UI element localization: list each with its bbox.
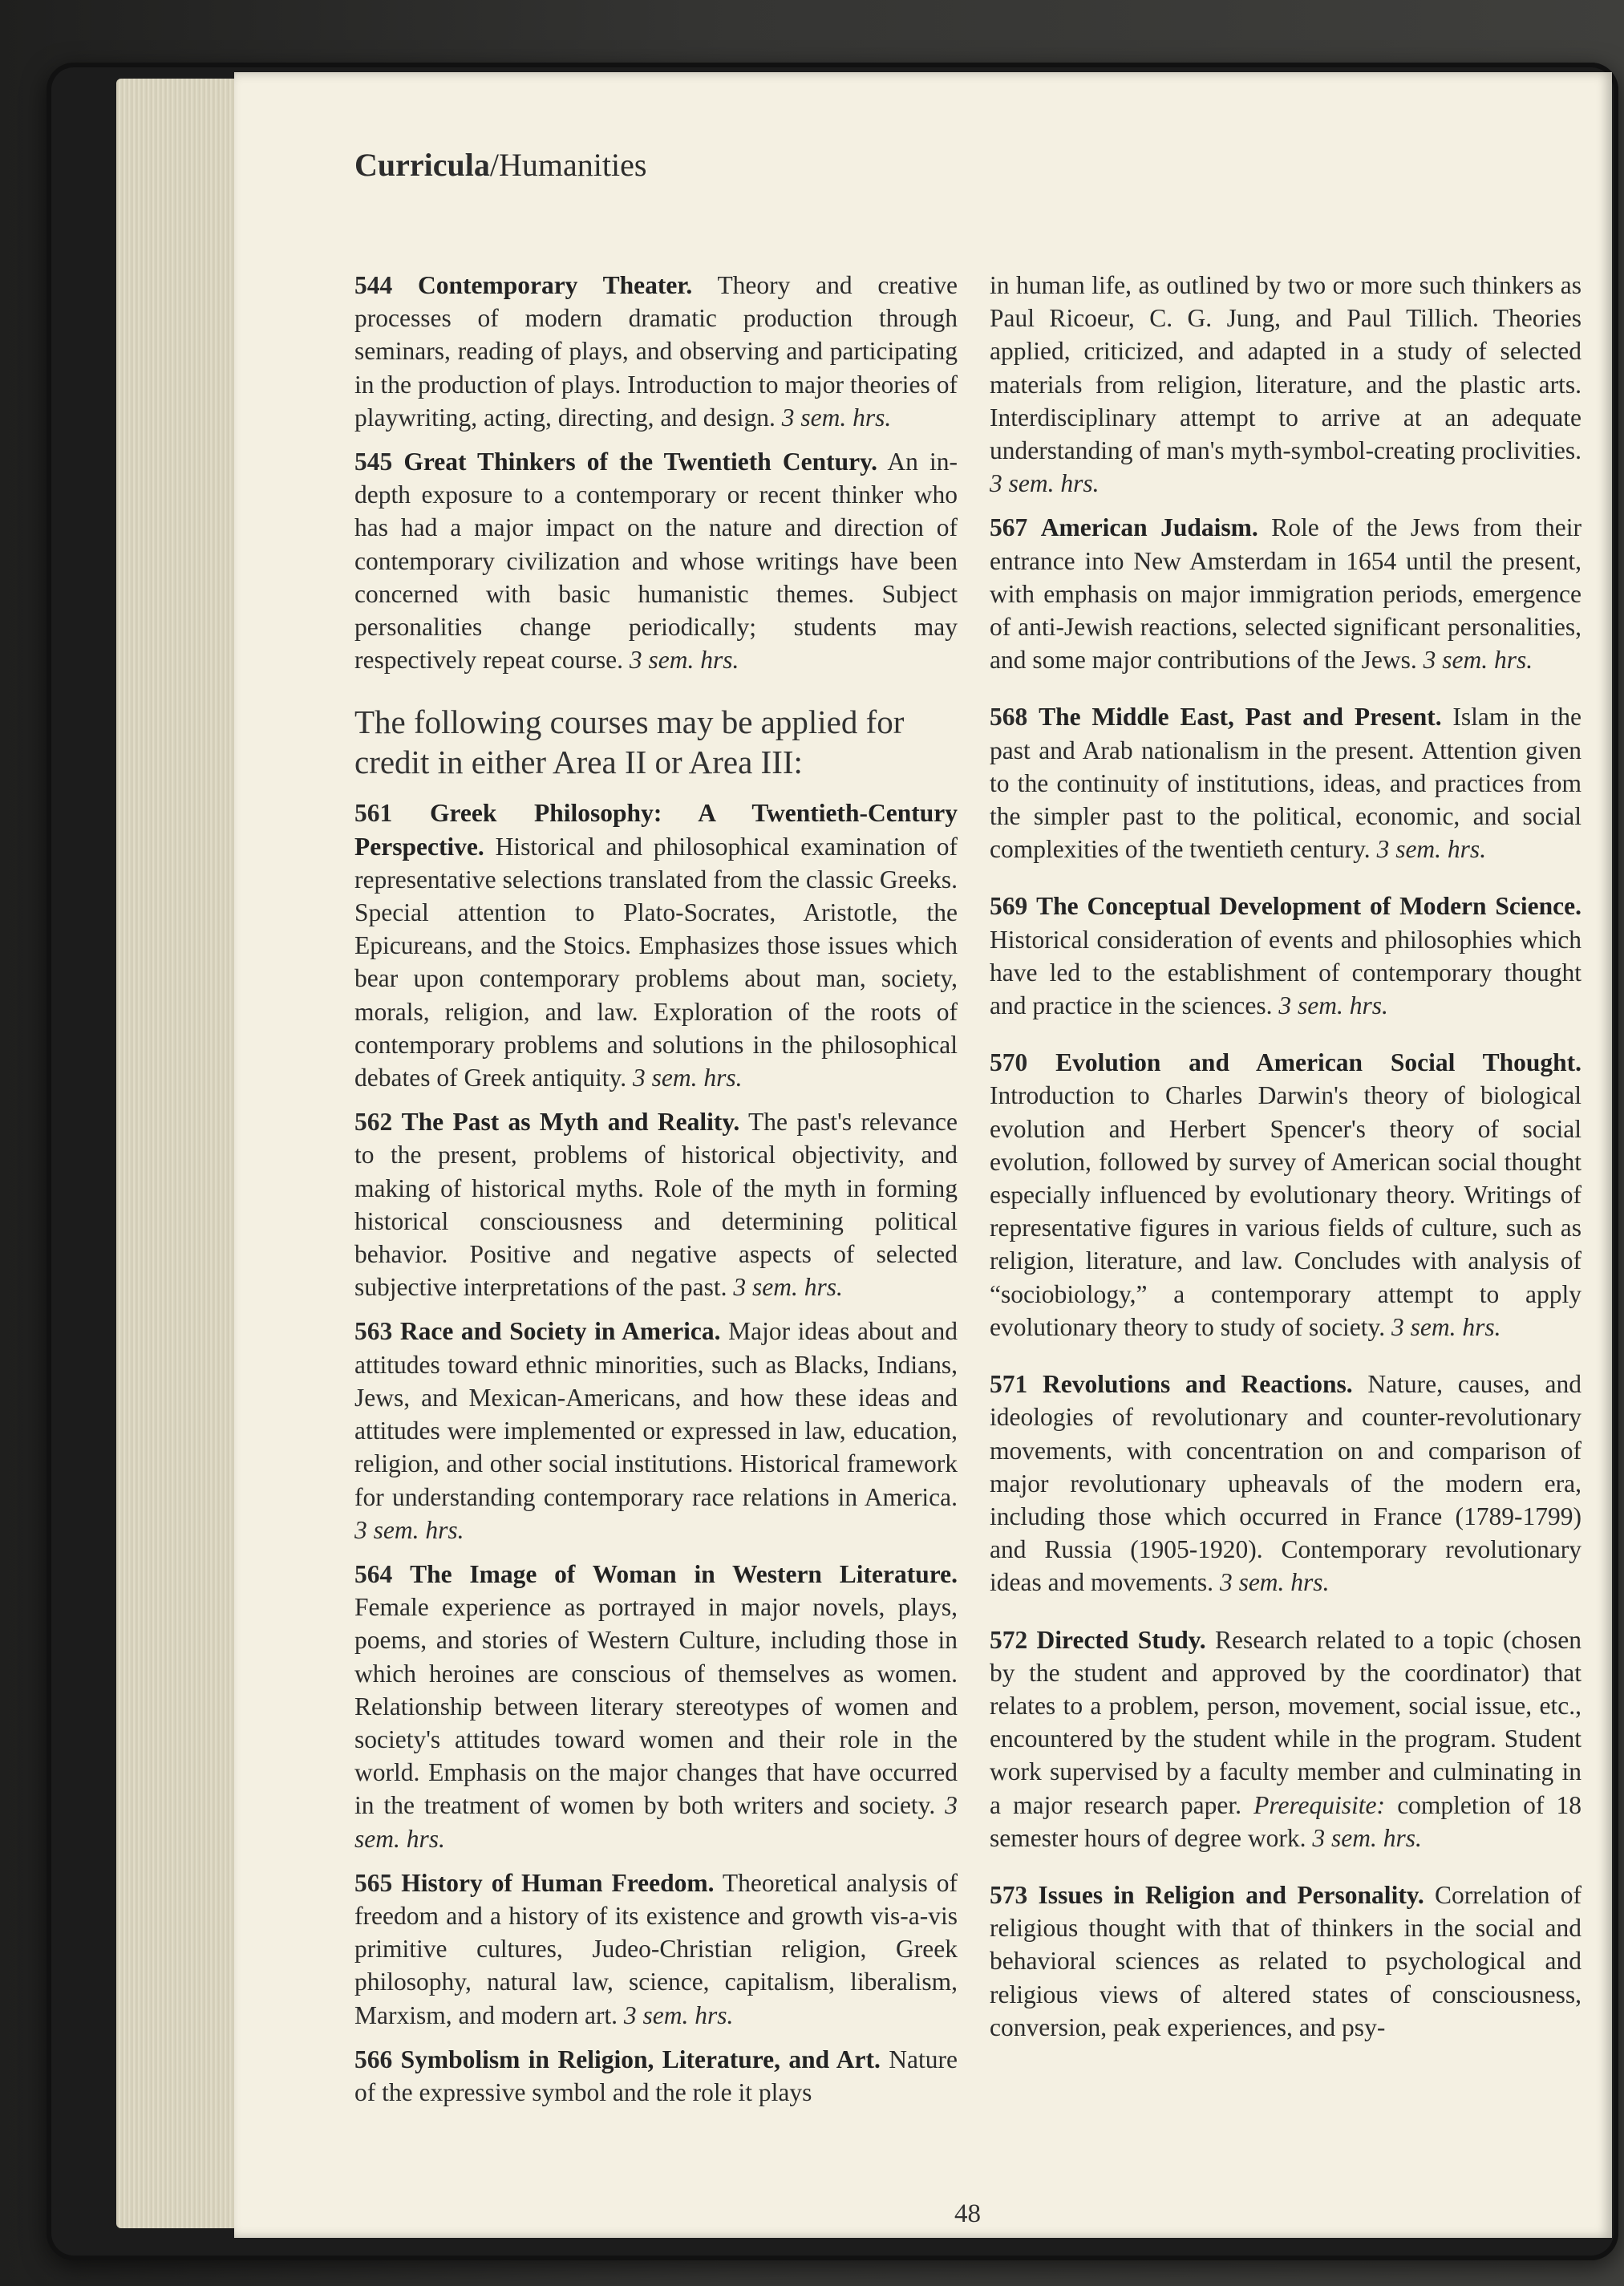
course-number: 545	[354, 448, 393, 476]
right-column	[990, 269, 1581, 2055]
course-title: Greek Philosophy: A Twentieth-Century Perspective.	[354, 799, 958, 861]
course-entry	[354, 445, 958, 676]
course-description: An in-depth exposure to a contemporary or recent thinker who has had a major impact on the nature and direction of contemporary civilization and whose writings have been concerned with basic humanistic themes. Subject personalities change periodically; students may respectively repeat course.	[354, 448, 958, 675]
course-entry	[990, 700, 1581, 865]
course-entry	[990, 511, 1581, 676]
course-description: Role of the Jews from their entrance into New Amsterdam in 1654 until the present, with emphasis on major immigration periods, emergence of anti-Jewish reactions, selected significant personalities, and some major contributions of the Jews.	[990, 513, 1581, 675]
course-number: 565	[354, 1868, 393, 1897]
course-credit: 3 sem. hrs.	[1278, 991, 1388, 1020]
course-entry	[354, 1105, 958, 1303]
course-description: Theory and creative processes of modern dramatic production through seminars, reading of plays, and observing and participating in the production of plays. Introduction to major theories of playwriting, acting, directing, and design.	[354, 271, 958, 432]
course-description: The past's relevance to the present, problems of historical objectivity, and making of historical myths. Role of the myth in forming historical consciousness and determining political behavior. Positive and negative aspects of selected subjective interpretations of the past.	[354, 1108, 958, 1302]
course-entry	[354, 796, 958, 1094]
prerequisite-label: Prerequisite:	[1253, 1790, 1386, 1819]
course-title: Evolution and American Social Thought.	[1055, 1048, 1581, 1077]
course-description: in human life, as outlined by two or more such thinkers as Paul Ricoeur, C. G. Jung, and Paul Tillich. Theories applied, criticized, and adapted in a study of selected materials from religion, literature, and the plastic arts. Interdisciplinary attempt to arrive at an adequate understanding of man's myth-symbol-creating proclivities.	[990, 271, 1581, 465]
course-number: 571	[990, 1370, 1028, 1399]
course-description: Historical consideration of events and philosophies which have led to the establishment of contemporary thought and practice in the sciences.	[990, 925, 1581, 1020]
course-description: Nature of the expressive symbol and the role it plays	[354, 2045, 958, 2106]
course-credit: 3 sem. hrs.	[1219, 1568, 1330, 1597]
course-entry	[990, 1046, 1581, 1344]
course-entry	[990, 890, 1581, 1022]
course-credit: 3 sem. hrs.	[632, 1064, 743, 1092]
course-description: Major ideas about and attitudes toward ethnic minorities, such as Blacks, Indians, Jews, and Mexican-Americans, and how these ideas and attitudes were implemented or expressed in law, education, religion, and other social institutions. Historical framework for understanding contemporary race relations in America.	[354, 1317, 958, 1511]
course-number: 564	[354, 1559, 393, 1588]
course-credit: 3 sem. hrs.	[629, 646, 739, 675]
course-credit: 3 sem. hrs.	[1312, 1823, 1422, 1852]
course-credit: 3 sem. hrs.	[990, 469, 1100, 498]
course-entry	[354, 1315, 958, 1546]
course-number: 544	[354, 271, 393, 299]
course-number: 567	[990, 513, 1028, 542]
left-column	[354, 269, 958, 2120]
course-entry	[354, 269, 958, 434]
course-title: Contemporary Theater.	[417, 271, 693, 299]
course-credit: 3 sem. hrs.	[354, 1791, 958, 1853]
header-subsection: /Humanities	[489, 147, 647, 183]
course-number: 561	[354, 799, 393, 828]
course-title: Directed Study.	[1036, 1625, 1206, 1654]
course-number: 568	[990, 703, 1028, 732]
course-title: Issues in Religion and Personality.	[1038, 1880, 1424, 1909]
course-title: The Image of Woman in Western Literature.	[410, 1559, 958, 1588]
course-number: 563	[354, 1317, 393, 1346]
course-number: 569	[990, 892, 1028, 921]
header-section: Curricula	[354, 147, 490, 183]
course-credit: 3 sem. hrs.	[354, 1515, 464, 1544]
course-description: Nature, causes, and ideologies of revolutionary and counter-revolutionary movements, with concentration on and comparison of major revolutionary upheavals of the modern era, including those which occurred in France (1789-1799) and Russia (1905-1920). Contemporary revolutionary ideas and movements.	[990, 1370, 1582, 1597]
course-title: Symbolism in Religion, Literature, and Art.	[400, 2045, 881, 2073]
course-continuation	[990, 269, 1581, 500]
course-title: American Judaism.	[1040, 513, 1258, 542]
course-description: Correlation of religious thought with that of thinkers in the social and behavioral sciences as related to psychological and religious views of altered states of consciousness, conversion, peak experiences, and psy-	[990, 1880, 1581, 2041]
course-entry	[354, 1558, 958, 1855]
course-entry	[354, 1866, 958, 2032]
course-number: 566	[354, 2045, 393, 2073]
course-description: Theoretical analysis of freedom and a history of its existence and growth vis-a-vis primitive cultures, Judeo-Christian religion, Greek philosophy, natural law, science, capitalism, liberalism, Marxism, and modern art.	[354, 1868, 958, 2029]
course-number: 562	[354, 1108, 393, 1137]
course-description: Female experience as portrayed in major novels, plays, poems, and stories of Western Culture, including those in which heroines are conscious of themselves as women. Relationship between literary stereotypes of women and society's attitudes toward women and their role in the world. Emphasis on the major changes that have occurred in the treatment of women by both writers and society.	[354, 1593, 958, 1820]
course-credit: 3 sem. hrs.	[1376, 835, 1487, 864]
course-credit: 3 sem. hrs.	[1423, 646, 1533, 675]
course-entry	[990, 1623, 1581, 1854]
course-title: The Conceptual Development of Modern Science.	[1036, 892, 1582, 921]
course-entry	[354, 2043, 958, 2109]
course-number: 572	[990, 1625, 1028, 1654]
course-entry	[990, 1879, 1581, 2044]
course-title: The Middle East, Past and Present.	[1039, 703, 1442, 732]
course-title: History of Human Freedom.	[401, 1868, 715, 1897]
course-description: Research related to a topic (chosen by the student and approved by the coordinator) that relates to a problem, person, movement, social issue, etc., encountered by the student while in the program. Student work supervised by a faculty member and culminating in a major research paper.	[990, 1625, 1581, 1819]
running-header	[354, 146, 646, 184]
course-credit: 3 sem. hrs.	[781, 403, 892, 432]
prerequisite-text: completion of 18 semester hours of degree work.	[990, 1790, 1581, 1852]
course-credit: 3 sem. hrs.	[623, 2000, 734, 2029]
section-heading: The following courses may be applied for credit in either Area II or Area III:	[354, 703, 905, 781]
course-credit: 3 sem. hrs.	[1391, 1312, 1501, 1341]
course-title: Race and Society in America.	[399, 1317, 721, 1346]
course-credit: 3 sem. hrs.	[733, 1273, 843, 1302]
course-title: The Past as Myth and Reality.	[401, 1108, 740, 1137]
course-description: Introduction to Charles Darwin's theory of biological evolution and Herbert Spencer's theory of social evolution, followed by survey of American social thought especially influenced by evolutionary theory. Writings of representative figures in various fields of culture, such as religion, literature, and law. Concludes with analysis of “sociobiology,” a contemporary attempt to apply evolutionary theory to study of society.	[990, 1081, 1581, 1341]
course-number: 573	[990, 1880, 1028, 1909]
course-description: Islam in the past and Arab nationalism in the present. Attention given to the continuity of institutions, ideas, and practices from the simpler past to the political, economic, and social complexities of the twentieth century.	[990, 703, 1582, 864]
page-number: 48	[954, 2199, 981, 2228]
course-description: Historical and philosophical examination of representative selections translated from the classic Greeks. Special attention to Plato-Socrates, Aristotle, the Epicureans, and the Stoics. Emphasizes those issues which bear upon contemporary problems about man, society, morals, religion, and law. Exploration of the roots of contemporary problems and solutions in the philosophical debates of Greek antiquity.	[354, 832, 958, 1092]
course-number: 570	[990, 1048, 1028, 1077]
course-entry	[990, 1368, 1581, 1599]
course-title: Great Thinkers of the Twentieth Century.	[403, 448, 878, 476]
course-title: Revolutions and Reactions.	[1043, 1370, 1353, 1399]
